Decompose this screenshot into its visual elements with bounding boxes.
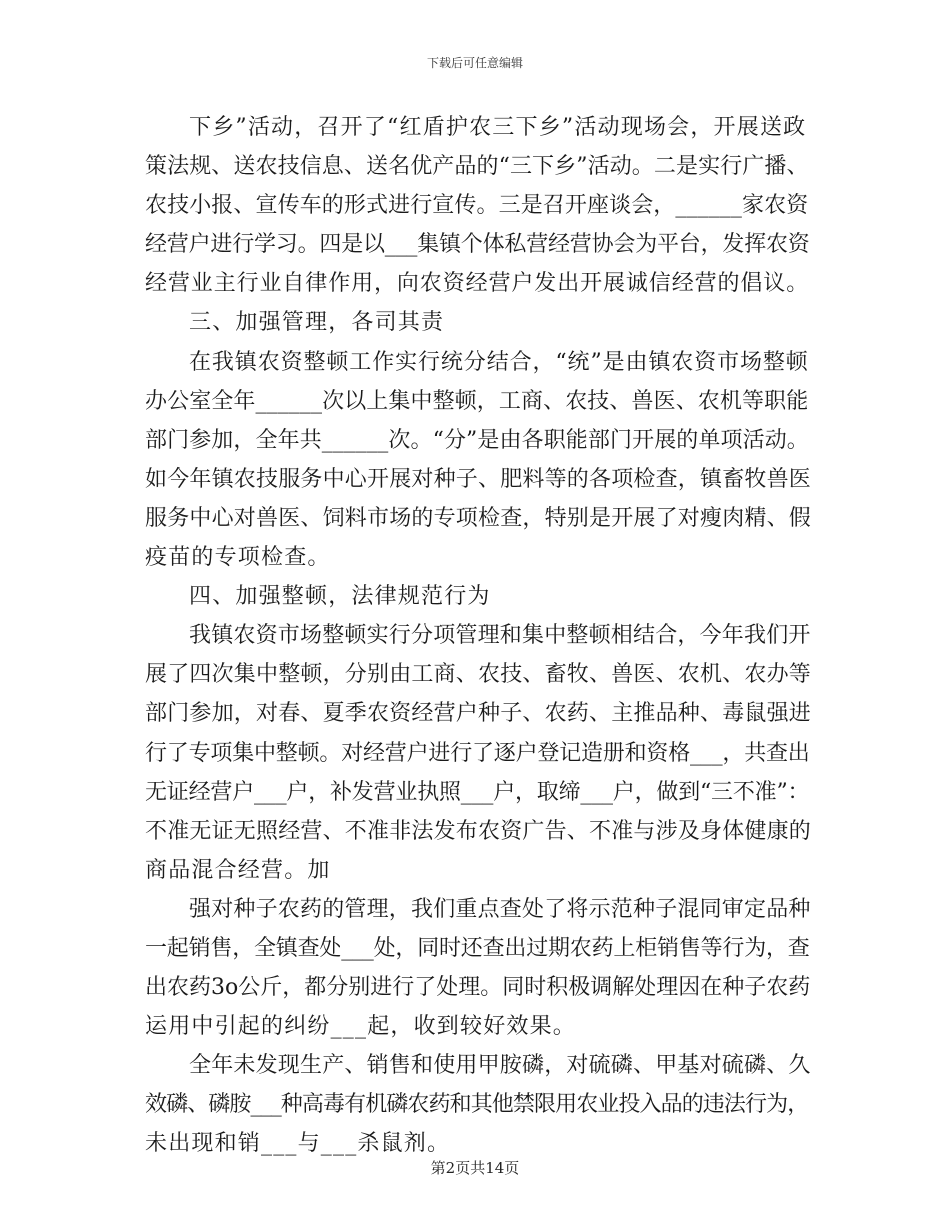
text-line: 商品混合经营。加 (145, 857, 331, 883)
text-line: 经营业主行业自律作用，向农资经营户发出开展诚信经营的倡议。 (145, 271, 810, 297)
text-line: 办公室全年______次以上集中整顿，工商、农技、兽医、农机等职能 (145, 388, 809, 414)
text-line: 如今年镇农技服务中心开展对种子、肥料等的各项检查，镇畜牧兽医 (145, 466, 812, 492)
text-line: 经营户进行学习。四是以___集镇个体私营经营协会为平台，发挥农资 (145, 232, 810, 258)
text-line: 疫苗的专项检查。 (145, 545, 331, 571)
page-header: 下载后可任意编辑 (426, 56, 523, 70)
text-line: 效磷、磷胺___种高毒有机磷农药和其他禁限用农业投入品的违法行为， (145, 1092, 809, 1118)
text-line: 强对种子农药的管理，我们重点查处了将示范种子混同审定品种 (189, 896, 811, 922)
text-line: 部门参加，全年共______次。“分”是由各职能部门开展的单项活动。 (145, 427, 809, 453)
text-line: 全年未发现生产、销售和使用甲胺磷，对硫磷、甲基对硫磷、久 (189, 1053, 811, 1079)
text-line: 部门参加，对春、夏季农资经营户种子、农药、主推品种、毒鼠强进 (145, 701, 812, 727)
page-footer: 第2页共14页 (430, 1159, 520, 1177)
text-line: 出农药3o公斤，都分别进行了处理。同时积极调解处理因在种子农药 (145, 975, 811, 1001)
text-line: 展了四次集中整顿，分别由工商、农技、畜牧、兽医、农机、农办等 (145, 662, 812, 688)
text-line: 策法规、送农技信息、送名优产品的“三下乡”活动。二是实行广播、 (145, 154, 809, 180)
text-line: 一起销售，全镇查处___处，同时还查出过期农药上柜销售等行为，查 (145, 935, 810, 961)
text-line: 运用中引起的纠纷___起，收到较好效果。 (145, 1014, 577, 1040)
text-line: 四、加强整顿，法律规范行为 (189, 584, 491, 610)
text-line: 我镇农资市场整顿实行分项管理和集中整顿相结合，今年我们开 (189, 623, 811, 649)
text-line: 三、加强管理，各司其责 (189, 310, 445, 336)
text-line: 无证经营户___户，补发营业执照___户，取缔___户，做到“三不准”： (145, 779, 810, 805)
text-line: 下乡”活动，召开了“红盾护农三下乡”活动现场会，开展送政 (189, 115, 807, 140)
text-line: 在我镇农资整顿工作实行统分结合，“统”是由镇农资市场整顿 (189, 349, 809, 375)
text-line: 农技小报、宣传车的形式进行宣传。三是召开座谈会，______家农资 (145, 193, 809, 219)
text-line: 不准无证无照经营、不准非法发布农资广告、不准与涉及身体健康的 (145, 818, 812, 844)
text-line: 未出现和销___与___杀鼠剂。 (145, 1131, 451, 1157)
text-line: 服务中心对兽医、饲料市场的专项检查，特别是开展了对瘦肉精、假 (145, 505, 812, 531)
text-line: 行了专项集中整顿。对经营户进行了逐户登记造册和资格___，共查出 (145, 740, 810, 766)
document-body (145, 108, 810, 1164)
